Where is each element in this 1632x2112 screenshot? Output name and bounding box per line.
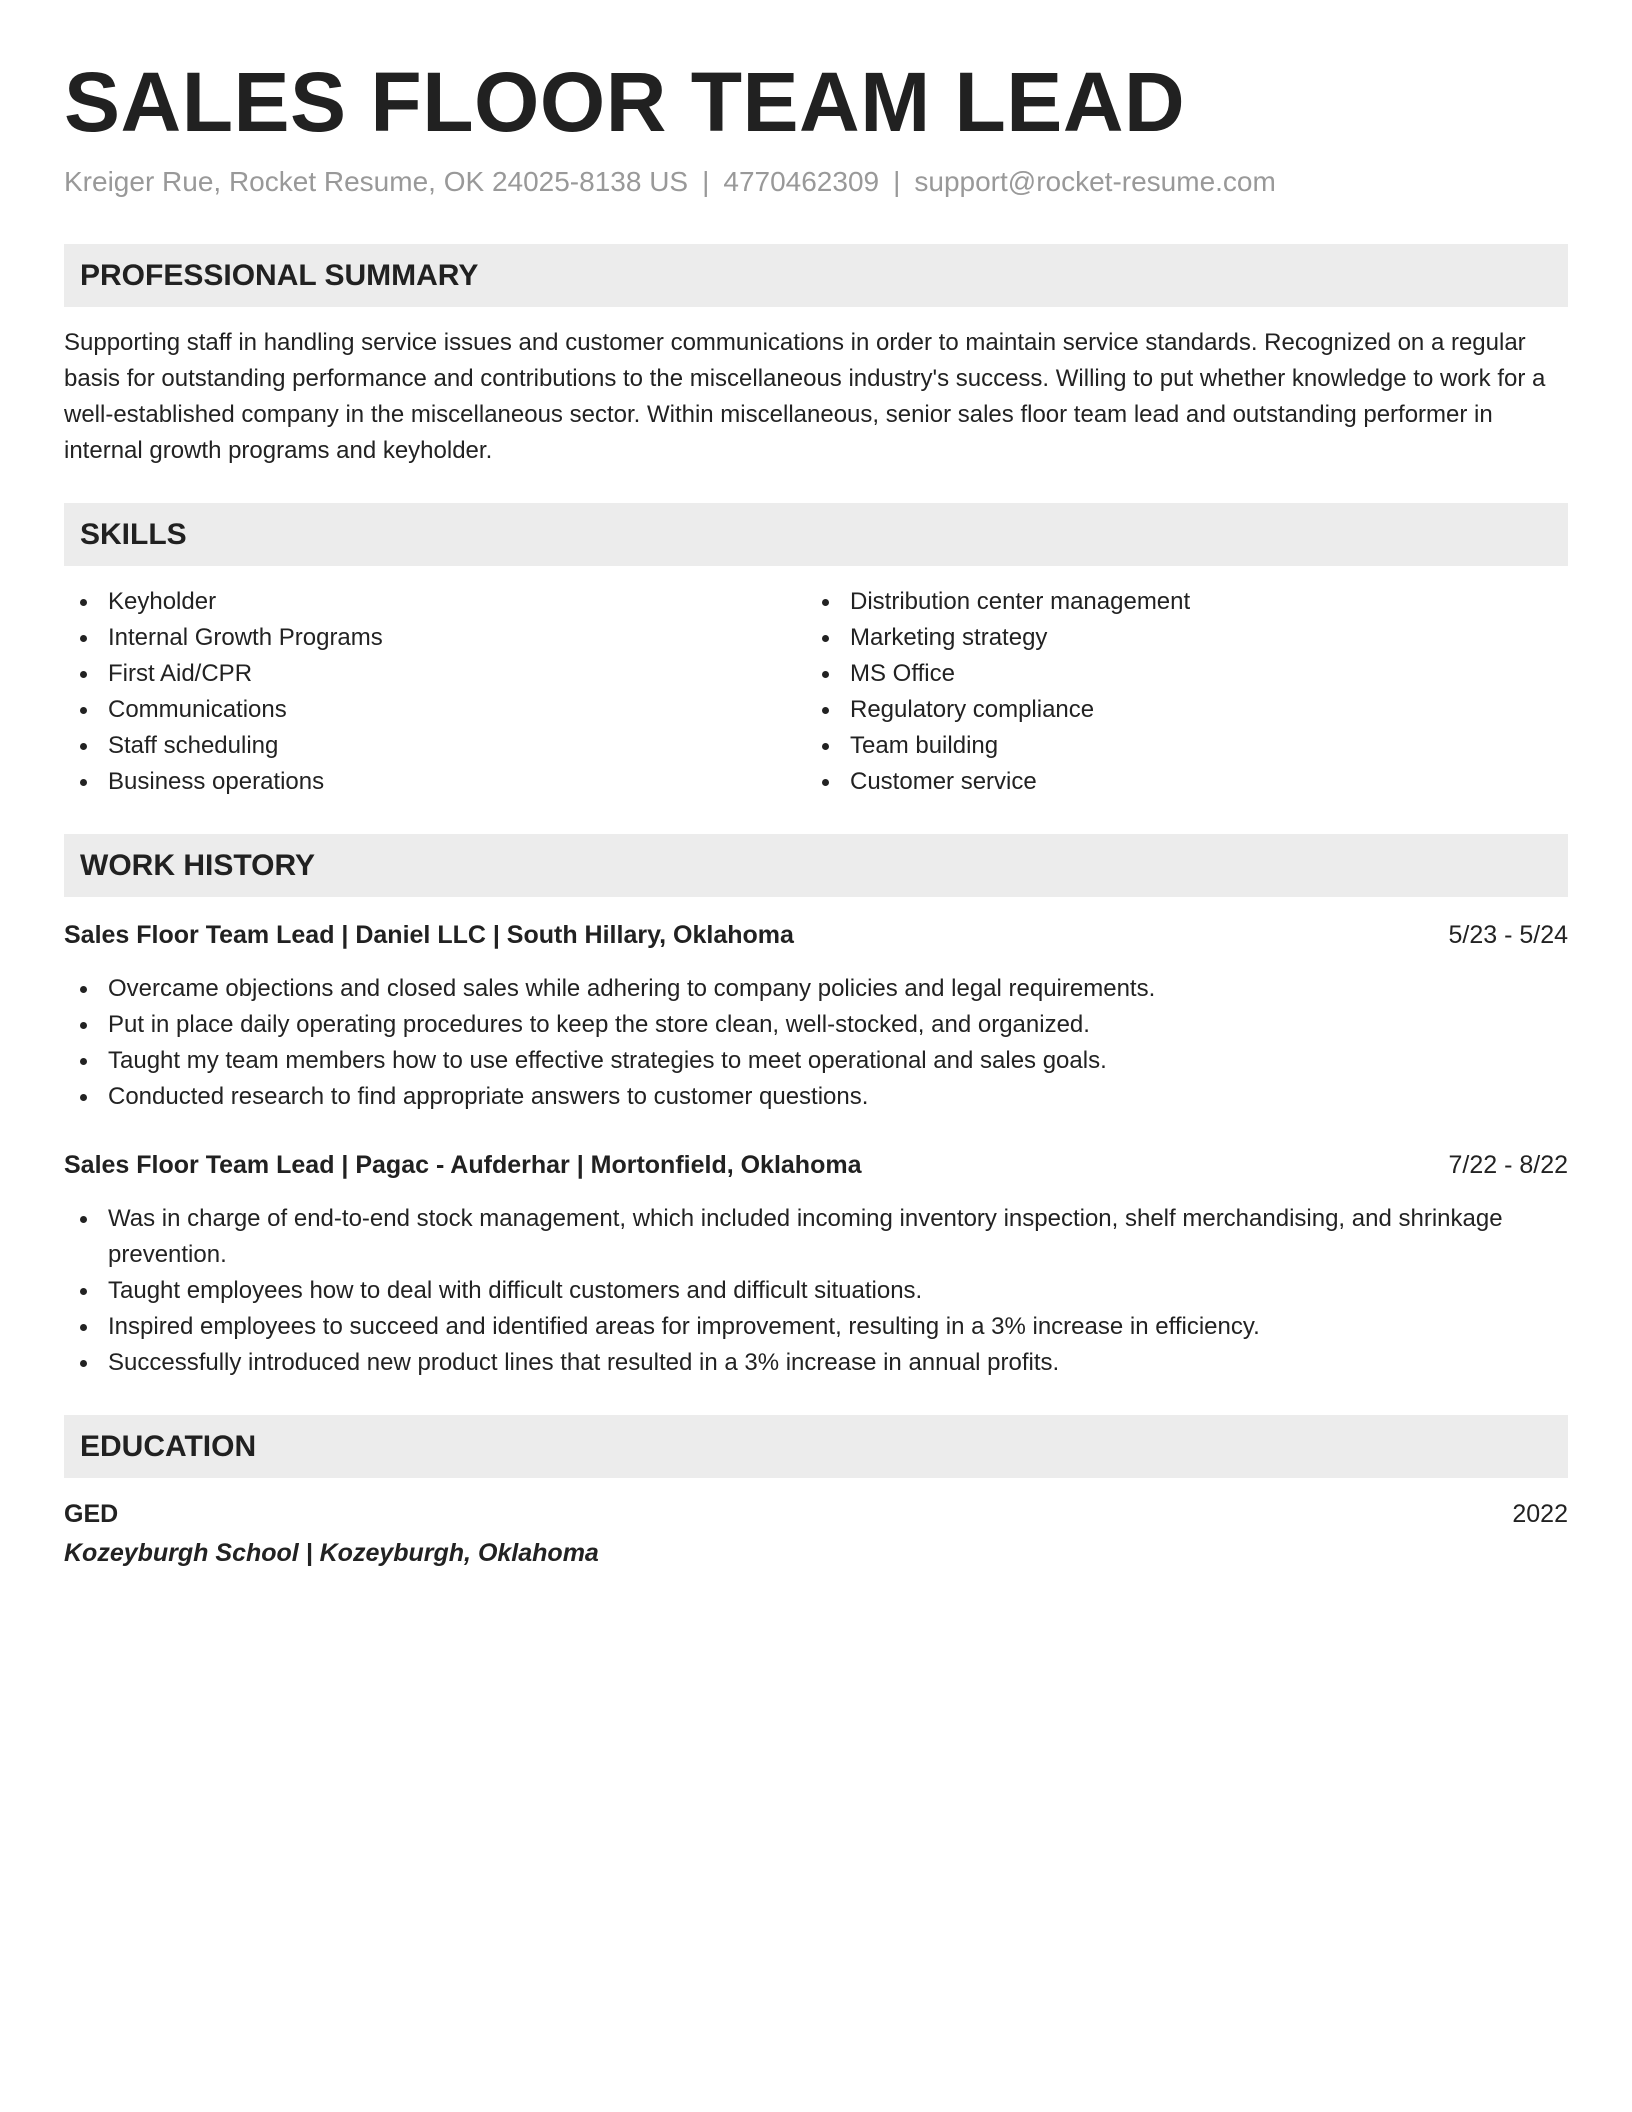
- bullet-icon: [80, 986, 87, 993]
- education-entry: [64, 1496, 1568, 1574]
- bullet-icon: [80, 635, 87, 642]
- skills-heading: SKILLS: [64, 503, 1568, 566]
- education-heading: EDUCATION: [64, 1415, 1568, 1478]
- contact-line: [64, 162, 1568, 202]
- skill-label: Communications: [108, 696, 287, 723]
- education-school: Kozeyburgh School | Kozeyburgh, Oklahoma: [64, 1539, 599, 1567]
- job-bullets: [64, 971, 1568, 1115]
- job-bullet-text: Was in charge of end-to-end stock management, which included incoming inventory inspection, shelf merchandising, and shrinkage prevention.: [108, 1205, 1503, 1268]
- job-bullet: [64, 971, 1568, 1007]
- skill-item: [806, 656, 1548, 692]
- education-degree: GED: [64, 1500, 119, 1528]
- job-bullet-text: Overcame objections and closed sales while adhering to company policies and legal requirements.: [108, 975, 1156, 1002]
- bullet-icon: [822, 635, 829, 642]
- bullet-icon: [80, 1324, 87, 1331]
- bullet-icon: [80, 599, 87, 606]
- bullet-icon: [80, 1058, 87, 1065]
- contact-address: Kreiger Rue, Rocket Resume, OK 24025-8138 US: [64, 166, 689, 197]
- skill-label: Internal Growth Programs: [108, 624, 383, 651]
- job-bullet-text: Inspired employees to succeed and identified areas for improvement, resulting in a 3% increase in efficiency.: [108, 1313, 1260, 1340]
- job-bullet-text: Successfully introduced new product lines that resulted in a 3% increase in annual profits.: [108, 1349, 1060, 1376]
- bullet-icon: [80, 1360, 87, 1367]
- bullet-icon: [822, 779, 829, 786]
- bullet-icon: [822, 743, 829, 750]
- job-bullet-text: Taught my team members how to use effective strategies to meet operational and sales goals.: [108, 1047, 1107, 1074]
- job-entry: [64, 917, 1568, 1115]
- bullet-icon: [80, 671, 87, 678]
- skill-item: [64, 728, 806, 764]
- contact-email: support@rocket-resume.com: [914, 166, 1276, 197]
- skill-label: MS Office: [850, 660, 955, 687]
- bullet-icon: [80, 1216, 87, 1223]
- job-bullet: [64, 1273, 1568, 1309]
- skill-item: [64, 656, 806, 692]
- skill-item: [64, 692, 806, 728]
- job-bullet: [64, 1007, 1568, 1043]
- job-header: [64, 1147, 1568, 1183]
- resume-page: [64, 52, 1568, 1574]
- job-entry: [64, 1147, 1568, 1381]
- contact-phone: 4770462309: [723, 166, 880, 197]
- skill-item: [64, 764, 806, 800]
- bullet-icon: [80, 707, 87, 714]
- job-title: Sales Floor Team Lead | Daniel LLC | South Hillary, Oklahoma: [64, 921, 794, 949]
- summary-text: Supporting staff in handling service issues and customer communications in order to maintain service standards. Recognized on a regular basis for outstanding performance and contributions to the miscellaneous industry's success. Willing to put whether knowledge to work for a well-established company in the miscellaneous sector. Within miscellaneous, senior sales floor team lead and outstanding performer in internal growth programs and keyholder.: [64, 329, 1546, 464]
- skill-label: First Aid/CPR: [108, 660, 253, 687]
- skill-label: Keyholder: [108, 588, 217, 615]
- bullet-icon: [822, 707, 829, 714]
- skill-item: [64, 584, 806, 620]
- job-title: Sales Floor Team Lead | Pagac - Aufderhar | Mortonfield, Oklahoma: [64, 1151, 862, 1179]
- contact-separator: |: [702, 166, 710, 197]
- skill-label: Distribution center management: [850, 588, 1191, 615]
- job-dates: 5/23 - 5/24: [1448, 921, 1568, 949]
- job-dates: 7/22 - 8/22: [1448, 1151, 1568, 1179]
- education-year: 2022: [1512, 1500, 1568, 1528]
- skill-item: [806, 620, 1548, 656]
- skill-item: [806, 692, 1548, 728]
- bullet-icon: [80, 1022, 87, 1029]
- job-bullet-text: Taught employees how to deal with difficult customers and difficult situations.: [108, 1277, 923, 1304]
- job-header: [64, 917, 1568, 953]
- bullet-icon: [80, 1288, 87, 1295]
- bullet-icon: [80, 779, 87, 786]
- education-header: [64, 1496, 1568, 1532]
- bullet-icon: [80, 743, 87, 750]
- skills-column-left: [64, 584, 806, 800]
- contact-separator: |: [893, 166, 901, 197]
- job-bullet-text: Conducted research to find appropriate answers to customer questions.: [108, 1083, 869, 1110]
- skill-label: Regulatory compliance: [850, 696, 1095, 723]
- bullet-icon: [80, 1094, 87, 1101]
- skill-label: Customer service: [850, 768, 1037, 795]
- skills-column-right: [806, 584, 1548, 800]
- job-bullet-text: Put in place daily operating procedures to keep the store clean, well-stocked, and organized.: [108, 1011, 1090, 1038]
- job-bullets: [64, 1201, 1568, 1381]
- job-bullet: [64, 1079, 1568, 1115]
- skill-item: [806, 728, 1548, 764]
- skill-label: Staff scheduling: [108, 732, 279, 759]
- skill-label: Business operations: [108, 768, 325, 795]
- work-history-heading: WORK HISTORY: [64, 834, 1568, 897]
- resume-name: SALES FLOOR TEAM LEAD: [64, 55, 1186, 149]
- bullet-icon: [822, 599, 829, 606]
- skill-label: Marketing strategy: [850, 624, 1048, 651]
- summary-heading: PROFESSIONAL SUMMARY: [64, 244, 1568, 307]
- job-bullet: [64, 1345, 1568, 1381]
- bullet-icon: [822, 671, 829, 678]
- skill-item: [806, 764, 1548, 800]
- job-bullet: [64, 1043, 1568, 1079]
- skill-item: [806, 584, 1548, 620]
- skill-label: Team building: [850, 732, 999, 759]
- skills-columns: [64, 584, 1568, 800]
- job-bullet: [64, 1201, 1568, 1273]
- job-bullet: [64, 1309, 1568, 1345]
- skill-item: [64, 620, 806, 656]
